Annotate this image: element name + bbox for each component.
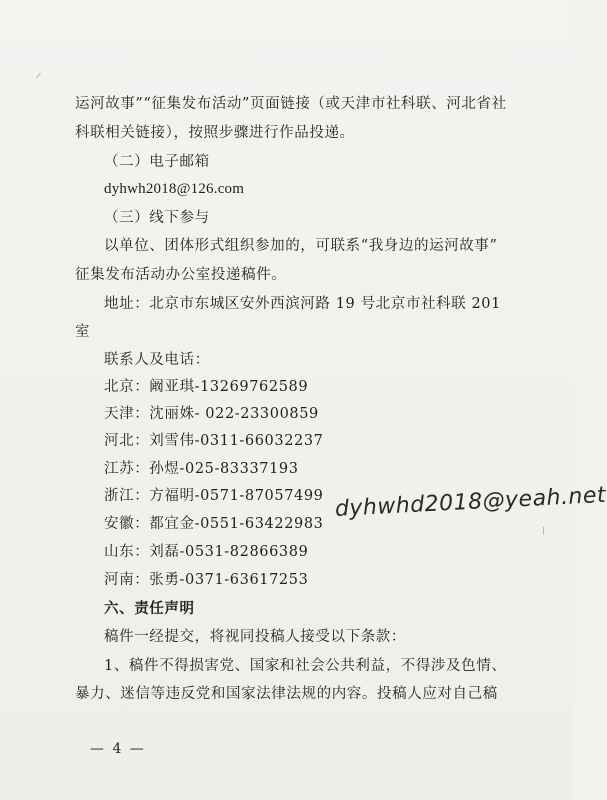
scan-mark [543, 527, 544, 535]
contact-line: 安徽：都宜金-0551-63422983 [104, 516, 324, 532]
contact-line: 江苏：孙煜-025-83337193 [104, 461, 299, 477]
text-line: 稿件一经提交，将视同投稿人接受以下条款： [104, 629, 406, 645]
email-address: dyhwh2018@126.com [104, 181, 245, 197]
text-line: 1、稿件不得损害党、国家和社会公共利益，不得涉及色情、 [104, 658, 507, 674]
contact-line: 浙江：方福明-0571-87057499 [104, 488, 324, 504]
text-line: 以单位、团体形式组织参加的，可联系“我身边的运河故事” [104, 238, 498, 254]
contact-line: 山东：刘磊-0531-82866389 [104, 544, 309, 560]
section-heading: 六、责任声明 [104, 600, 195, 617]
contact-line: 河南：张勇-0371-63617253 [104, 572, 309, 588]
contact-line: 河北：刘雪伟-0311-66032237 [104, 433, 324, 449]
contact-line: 天津：沈丽姝- 022-23300859 [104, 406, 319, 422]
text-line: 暴力、迷信等违反党和国家法律法规的内容。投稿人应对自己稿 [75, 686, 498, 702]
section-heading: （三）线下参与 [104, 210, 210, 226]
text-line: 征集发布活动办公室投递稿件。 [75, 267, 287, 283]
text-line: 科联相关链接），按照步骤进行作品投递。 [75, 125, 355, 141]
contacts-heading: 联系人及电话： [104, 352, 210, 368]
page-number: — 4 — [90, 741, 146, 757]
section-heading: （二）电子邮箱 [104, 154, 210, 170]
text-line: 运河故事”“征集发布活动”页面链接（或天津市社科联、河北省社 [75, 96, 507, 112]
contact-line: 北京：阚亚琪-13269762589 [104, 379, 309, 395]
text-line: 室 [75, 324, 91, 340]
handwritten-email: dyhwhd2018@yeah.net [334, 482, 607, 522]
scan-mark [36, 72, 41, 78]
address-line: 地址：北京市东城区安外西滨河路 19 号北京市社科联 201 [104, 296, 501, 312]
